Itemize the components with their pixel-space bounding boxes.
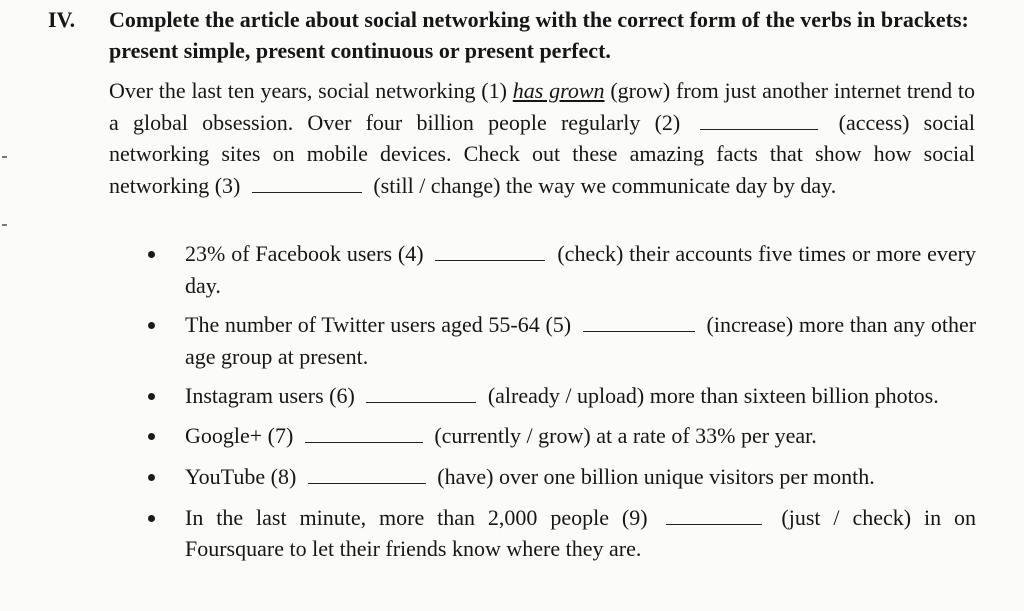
exercise-number: IV. — [48, 7, 76, 32]
answer-blank-5[interactable] — [583, 312, 695, 332]
facts-list — [148, 238, 976, 565]
list-item — [148, 309, 976, 372]
list-item — [148, 420, 976, 452]
fact-text: (check) their accounts five times or more every day. — [185, 241, 977, 298]
answer-blank-3[interactable] — [252, 173, 362, 193]
fact-text: Instagram users (6) — [185, 383, 355, 408]
answer-blank-8[interactable] — [308, 464, 426, 484]
answer-blank-6[interactable] — [366, 383, 476, 403]
answer-blank-7[interactable] — [305, 423, 423, 443]
fact-text: The number of Twitter users aged 55-64 (5) — [185, 312, 572, 337]
list-item — [148, 380, 976, 412]
bullet-icon — [148, 251, 155, 258]
answer-blank-9[interactable] — [666, 505, 762, 525]
bullet-icon — [148, 433, 155, 440]
scan-mark — [2, 156, 7, 158]
fact-text: (just / check) in on Foursquare to let their friends know where they are. — [185, 504, 977, 561]
bullet-icon — [148, 474, 155, 481]
example-answer: has grown — [512, 78, 605, 103]
list-item — [148, 238, 976, 301]
exercise-instruction: Complete the article about social networking with the correct form of the verbs in brackets: present simple, present continuous or present perfect. — [109, 7, 969, 63]
fact-text: YouTube (8) — [185, 464, 297, 489]
article-intro — [109, 75, 975, 201]
fact-text: In the last minute, more than 2,000 people (9) — [185, 504, 648, 530]
bullet-icon — [148, 322, 155, 329]
list-item — [148, 502, 976, 565]
fact-text: (have) over one billion unique visitors per month. — [437, 464, 875, 489]
fact-text: Google+ (7) — [185, 422, 294, 448]
intro-text: (access) social networking sites on mobile devices. Check out these amazing facts that show how social networking (3) — [109, 109, 975, 198]
bullet-icon — [148, 515, 155, 522]
answer-blank-2[interactable] — [700, 110, 818, 130]
fact-text: (increase) more than any other age group at present. — [185, 312, 977, 369]
answer-blank-4[interactable] — [435, 241, 545, 261]
scan-mark — [2, 224, 7, 226]
intro-text: (still / change) the way we communicate day by day. — [373, 172, 837, 198]
intro-text: (grow) from just another internet trend to a global obsession. Over four billion people regularly (2) — [109, 78, 975, 135]
intro-text: Over the last ten years, social networking (1) — [109, 78, 507, 103]
fact-text: 23% of Facebook users (4) — [185, 241, 424, 266]
fact-text: (currently / grow) at a rate of 33% per year. — [434, 422, 817, 448]
bullet-icon — [148, 393, 155, 400]
fact-text: (already / upload) more than sixteen billion photos. — [487, 383, 939, 408]
list-item — [148, 461, 976, 493]
